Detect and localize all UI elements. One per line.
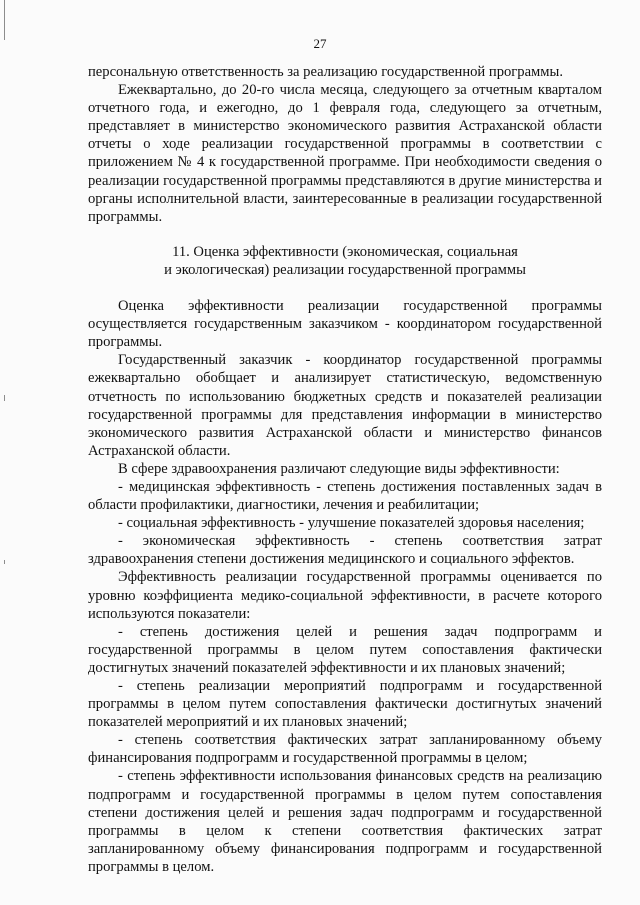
document-body (88, 63, 602, 876)
paragraph: Ежеквартально, до 20-го числа месяца, следующего за отчетным кварталом отчетного года, и ежегодно, до 1 февраля года, следующего за отчетным, представляет в министерство экономического развития Астраханской области отчеты о ходе реализации государственной программы в соответствии с приложением № 4 к государственной программе. При необходимости сведения о реализации государственной программы представляются в другие министерства и органы исполнительной власти, заинтересованные в реализации государственной программы. (88, 82, 602, 225)
section-heading-line-2: и экологическая) реализации государственной программы (164, 261, 526, 278)
page-number: 27 (313, 36, 327, 51)
list-item: - степень достижения целей и решения задач подпрограмм и государственной программы в целом путем сопоставления фактически достигнутых значений показателей эффективности и их плановых значений; (88, 623, 602, 676)
list-item: - медицинская эффективность - степень достижения поставленных задач в области профилактики, диагностики, лечения и реабилитации; (88, 478, 602, 514)
paragraph: персональную ответственность за реализацию государственной программы. (88, 64, 563, 80)
scan-edge-mark (4, 395, 5, 401)
paragraph: Оценка эффективности реализации государственной программы осуществляется государственным заказчиком - координатором государственной программы. (88, 298, 602, 351)
scan-edge-mark (4, 560, 5, 564)
scan-edge-mark (4, 0, 5, 40)
list-item: - степень эффективности использования финансовых средств на реализацию подпрограмм и государственной программы в целом путем сопоставления степени достижения целей и решения задач подпрограмм и государственной программы в целом к степени соответствия фактических затрат запланированному объему финансирования подпрограмм и государственной программы в целом. (88, 768, 602, 875)
paragraph: В сфере здравоохранения различают следующие виды эффективности: (118, 460, 560, 477)
section-heading-line-1: 11. Оценка эффективности (экономическая, социальная (172, 243, 518, 260)
section-heading (88, 243, 602, 279)
list-item: - экономическая эффективность - степень соответствия затрат здравоохранения степени достижения медицинского и социального эффектов. (88, 533, 602, 568)
list-item: - степень реализации мероприятий подпрограмм и государственной программы в целом путем сопоставления фактически достигнутых значений показателей мероприятий и их плановых значений; (88, 678, 602, 731)
paragraph: Эффективность реализации государственной программы оценивается по уровню коэффициента медико-социальной эффективности, в расчете которого используются показатели: (88, 569, 602, 622)
list-item: - степень соответствия фактических затрат запланированному объему финансирования подпрограмм и государственной программы в целом; (88, 732, 602, 767)
paragraph: Государственный заказчик - координатор государственной программы ежеквартально обобщает и анализирует статистическую, ведомственную отчетность по использованию бюджетных средств и показателей реализации государственной программы для представления информации в министерство экономического развития Астраханской области и министерство финансов Астраханской области. (88, 352, 602, 459)
list-item: - социальная эффективность - улучшение показателей здоровья населения; (118, 515, 585, 532)
